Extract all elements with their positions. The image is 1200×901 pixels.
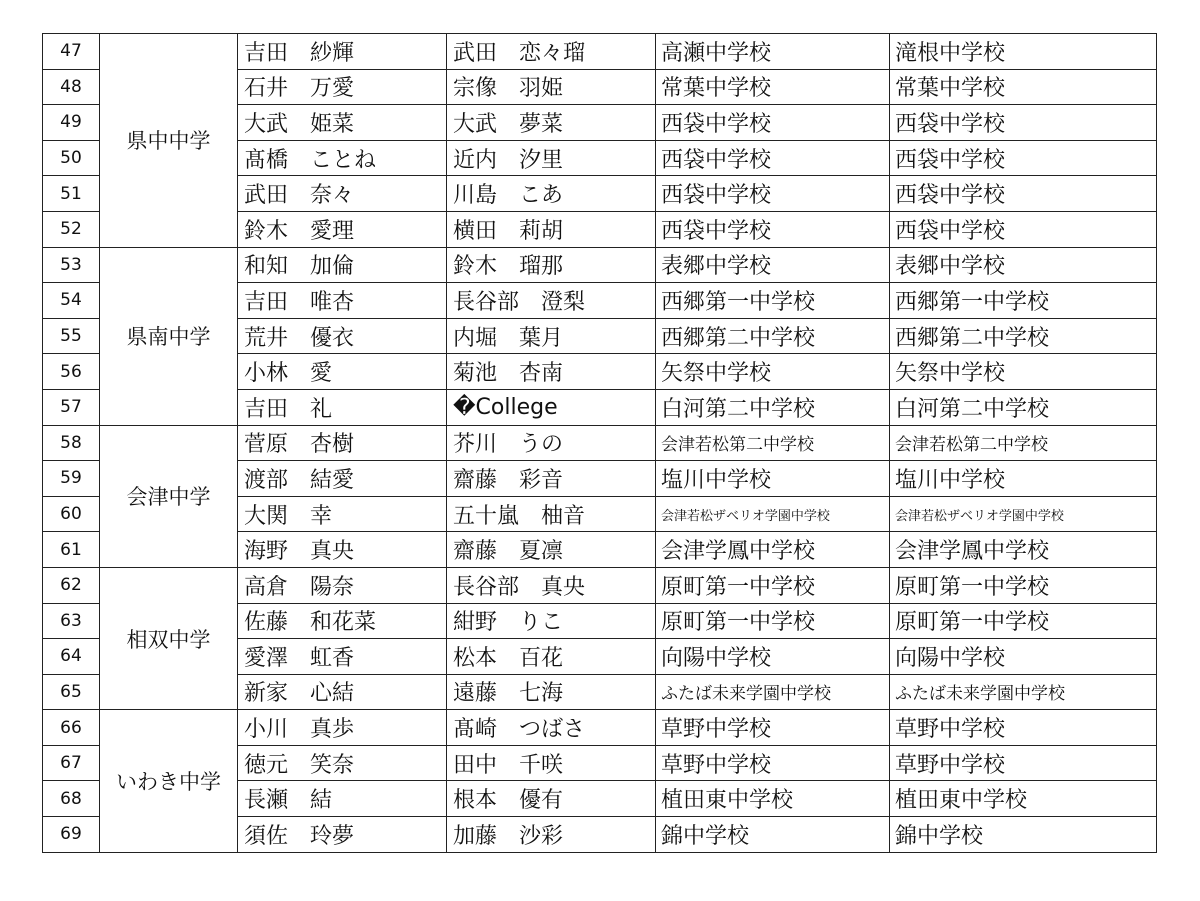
- player1-name: 吉田 紗輝: [238, 34, 447, 70]
- player1-junior-high: 高瀬中学校: [656, 34, 890, 70]
- entry-number: 58: [43, 425, 100, 461]
- entry-number: 50: [43, 140, 100, 176]
- player2-name: 鈴木 瑠那: [447, 247, 656, 283]
- player2-junior-high: 西袋中学校: [890, 176, 1157, 212]
- player2-name: 内堀 葉月: [447, 318, 656, 354]
- player1-junior-high: 原町第一中学校: [656, 567, 890, 603]
- entry-number: 67: [43, 745, 100, 781]
- player1-name: 長瀬 結: [238, 781, 447, 817]
- player1-name: 愛澤 虹香: [238, 639, 447, 675]
- player2-name: 齋藤 夏凛: [447, 532, 656, 568]
- player1-junior-high: 会津学鳳中学校: [656, 532, 890, 568]
- player2-junior-high: 会津若松ザベリオ学園中学校: [890, 496, 1157, 532]
- player1-junior-high: ふたば未来学園中学校: [656, 674, 890, 710]
- player1-name: 和知 加倫: [238, 247, 447, 283]
- player2-junior-high: 滝根中学校: [890, 34, 1157, 70]
- entry-number: 69: [43, 817, 100, 853]
- player1-junior-high: 西袋中学校: [656, 140, 890, 176]
- player2-junior-high: 錦中学校: [890, 817, 1157, 853]
- player2-junior-high: ふたば未来学園中学校: [890, 674, 1157, 710]
- school-name: いわき中学: [100, 710, 238, 852]
- player2-junior-high: 西袋中学校: [890, 140, 1157, 176]
- player2-name: 長谷部 真央: [447, 567, 656, 603]
- player1-name: 高倉 陽奈: [238, 567, 447, 603]
- player1-junior-high: 白河第二中学校: [656, 389, 890, 425]
- player1-name: 荒井 優衣: [238, 318, 447, 354]
- player1-name: 菅原 杏樹: [238, 425, 447, 461]
- player1-name: 小林 愛: [238, 354, 447, 390]
- player1-junior-high: 表郷中学校: [656, 247, 890, 283]
- entry-number: 54: [43, 283, 100, 319]
- player2-junior-high: 植田東中学校: [890, 781, 1157, 817]
- player2-name: 大武 夢菜: [447, 105, 656, 141]
- player2-junior-high: 原町第一中学校: [890, 603, 1157, 639]
- player2-name: 松本 百花: [447, 639, 656, 675]
- player1-junior-high: 矢祭中学校: [656, 354, 890, 390]
- player2-name: 田中 千咲: [447, 745, 656, 781]
- player1-name: 大関 幸: [238, 496, 447, 532]
- player1-junior-high: 錦中学校: [656, 817, 890, 853]
- player2-name: 近内 汐里: [447, 140, 656, 176]
- player1-name: 小川 真歩: [238, 710, 447, 746]
- player2-junior-high: 原町第一中学校: [890, 567, 1157, 603]
- player2-junior-high: 白河第二中学校: [890, 389, 1157, 425]
- player1-junior-high: 会津若松ザベリオ学園中学校: [656, 496, 890, 532]
- entry-number: 64: [43, 639, 100, 675]
- player1-name: 大武 姫菜: [238, 105, 447, 141]
- entry-number: 57: [43, 389, 100, 425]
- player1-name: 新家 心結: [238, 674, 447, 710]
- player2-name: 五十嵐 柚音: [447, 496, 656, 532]
- player2-junior-high: 向陽中学校: [890, 639, 1157, 675]
- player2-name: �College: [447, 389, 656, 425]
- school-name: 会津中学: [100, 425, 238, 567]
- player1-junior-high: 西袋中学校: [656, 105, 890, 141]
- player2-junior-high: 西郷第一中学校: [890, 283, 1157, 319]
- player1-name: 髙橋 ことね: [238, 140, 447, 176]
- player2-junior-high: 西袋中学校: [890, 105, 1157, 141]
- player1-name: 鈴木 愛理: [238, 211, 447, 247]
- player2-name: 遠藤 七海: [447, 674, 656, 710]
- player2-name: 武田 恋々瑠: [447, 34, 656, 70]
- table-row: [43, 425, 1157, 461]
- player1-junior-high: 塩川中学校: [656, 461, 890, 497]
- player1-name: 海野 真央: [238, 532, 447, 568]
- entry-number: 52: [43, 211, 100, 247]
- table-row: [43, 710, 1157, 746]
- entry-number: 53: [43, 247, 100, 283]
- entry-number: 66: [43, 710, 100, 746]
- table-row: [43, 34, 1157, 70]
- player2-name: 菊池 杏南: [447, 354, 656, 390]
- entry-number: 56: [43, 354, 100, 390]
- player1-name: 佐藤 和花菜: [238, 603, 447, 639]
- player2-junior-high: 会津若松第二中学校: [890, 425, 1157, 461]
- player1-junior-high: 常葉中学校: [656, 69, 890, 105]
- player1-junior-high: 草野中学校: [656, 745, 890, 781]
- roster-table: [42, 33, 1157, 853]
- player1-name: 須佐 玲夢: [238, 817, 447, 853]
- player1-junior-high: 原町第一中学校: [656, 603, 890, 639]
- player1-junior-high: 草野中学校: [656, 710, 890, 746]
- player1-name: 武田 奈々: [238, 176, 447, 212]
- entry-number: 59: [43, 461, 100, 497]
- player1-name: 石井 万愛: [238, 69, 447, 105]
- entry-number: 61: [43, 532, 100, 568]
- player1-junior-high: 西袋中学校: [656, 176, 890, 212]
- player2-name: 齋藤 彩音: [447, 461, 656, 497]
- entry-number: 60: [43, 496, 100, 532]
- school-name: 県南中学: [100, 247, 238, 425]
- player2-junior-high: 常葉中学校: [890, 69, 1157, 105]
- entry-number: 63: [43, 603, 100, 639]
- player1-junior-high: 西袋中学校: [656, 211, 890, 247]
- entry-number: 68: [43, 781, 100, 817]
- player1-junior-high: 西郷第二中学校: [656, 318, 890, 354]
- player1-name: 吉田 礼: [238, 389, 447, 425]
- player2-junior-high: 会津学鳳中学校: [890, 532, 1157, 568]
- player1-junior-high: 西郷第一中学校: [656, 283, 890, 319]
- player2-name: 横田 莉胡: [447, 211, 656, 247]
- roster-body: [43, 34, 1157, 853]
- player2-name: 根本 優有: [447, 781, 656, 817]
- player2-name: 紺野 りこ: [447, 603, 656, 639]
- player2-junior-high: 矢祭中学校: [890, 354, 1157, 390]
- player2-name: 加藤 沙彩: [447, 817, 656, 853]
- player2-name: 川島 こあ: [447, 176, 656, 212]
- player1-junior-high: 植田東中学校: [656, 781, 890, 817]
- player2-junior-high: 草野中学校: [890, 745, 1157, 781]
- entry-number: 47: [43, 34, 100, 70]
- entry-number: 55: [43, 318, 100, 354]
- school-name: 相双中学: [100, 567, 238, 709]
- player1-name: 徳元 笑奈: [238, 745, 447, 781]
- table-row: [43, 567, 1157, 603]
- entry-number: 65: [43, 674, 100, 710]
- player2-junior-high: 西袋中学校: [890, 211, 1157, 247]
- entry-number: 49: [43, 105, 100, 141]
- player2-junior-high: 草野中学校: [890, 710, 1157, 746]
- player1-junior-high: 向陽中学校: [656, 639, 890, 675]
- player2-junior-high: 西郷第二中学校: [890, 318, 1157, 354]
- player2-name: 長谷部 澄梨: [447, 283, 656, 319]
- player2-name: 髙崎 つばさ: [447, 710, 656, 746]
- player2-junior-high: 塩川中学校: [890, 461, 1157, 497]
- player1-junior-high: 会津若松第二中学校: [656, 425, 890, 461]
- player2-name: 宗像 羽姫: [447, 69, 656, 105]
- entry-number: 51: [43, 176, 100, 212]
- player2-name: 芥川 うの: [447, 425, 656, 461]
- player1-name: 吉田 唯杏: [238, 283, 447, 319]
- school-name: 県中中学: [100, 34, 238, 248]
- entry-number: 48: [43, 69, 100, 105]
- entry-number: 62: [43, 567, 100, 603]
- table-row: [43, 247, 1157, 283]
- player2-junior-high: 表郷中学校: [890, 247, 1157, 283]
- player1-name: 渡部 結愛: [238, 461, 447, 497]
